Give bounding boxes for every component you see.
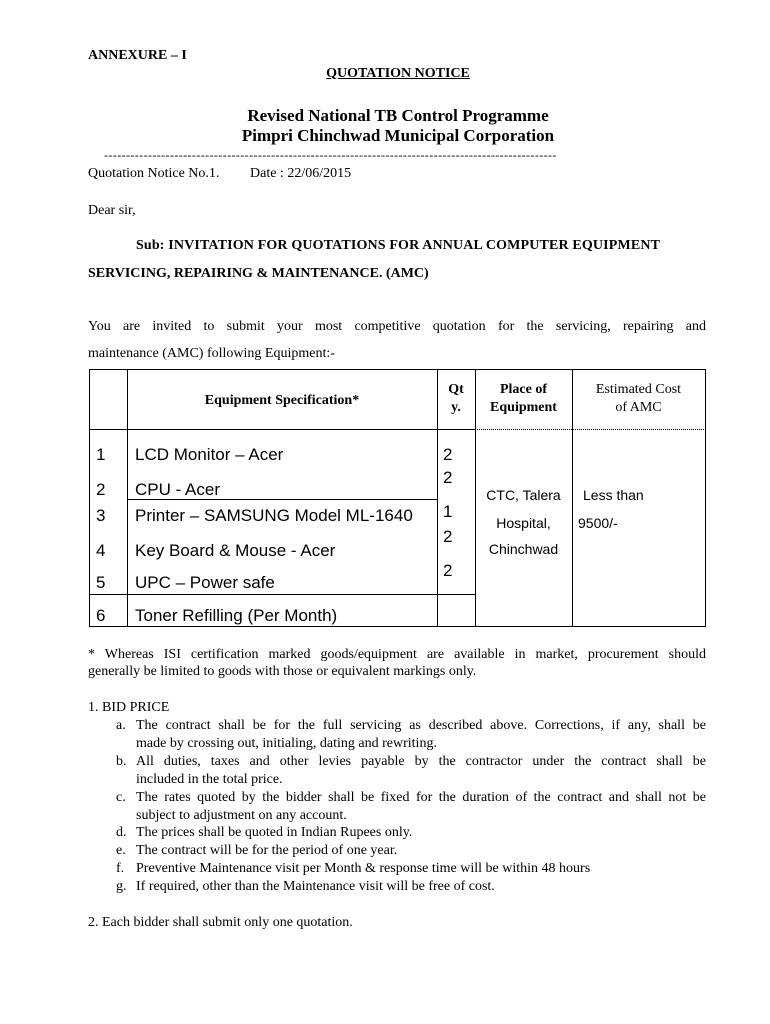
list-label: b. — [116, 754, 127, 769]
table-border-bottom — [89, 626, 706, 627]
row-number: 1 — [96, 445, 106, 464]
table-col-border-5 — [705, 369, 706, 627]
notice-title: QUOTATION NOTICE — [326, 66, 470, 81]
row-number: 5 — [96, 573, 106, 592]
cost-line: Less than — [583, 487, 644, 503]
header-cost-line2: of AMC — [615, 400, 662, 415]
qty-value: 2 — [443, 468, 453, 487]
table-col-border-0 — [89, 369, 90, 627]
list-label: c. — [116, 790, 126, 805]
section-item-2: 2. Each bidder shall submit only one quotation. — [88, 915, 353, 930]
row-number: 4 — [96, 541, 106, 560]
list-item-text: The rates quoted by the bidder shall be fixed for the duration of the contract and shall not be — [136, 790, 706, 805]
table-border-top — [89, 369, 706, 370]
org-title-line2: Pimpri Chinchwad Municipal Corporation — [241, 126, 555, 145]
header-qty-line2: y. — [451, 400, 461, 415]
table-header-divider-right — [475, 429, 706, 430]
place-line: Chinchwad — [488, 541, 559, 557]
qty-value: 2 — [443, 527, 453, 546]
row-number: 3 — [96, 506, 106, 525]
equipment-item: Toner Refilling (Per Month) — [135, 606, 338, 625]
list-item-text: The contract will be for the period of one year. — [136, 843, 398, 858]
header-qty-line1: Qt — [448, 382, 464, 397]
list-label: d. — [116, 825, 127, 840]
list-label: g. — [116, 879, 127, 894]
equipment-item: UPC – Power safe — [135, 573, 275, 592]
separator-line: ------------------------------------------------------------------------------------------------------- — [104, 148, 557, 162]
list-item-text: The contract shall be for the full servicing as described above. Corrections, if any, shall be — [136, 718, 706, 733]
row-number: 6 — [96, 606, 106, 625]
intro-line1: You are invited to submit your most competitive quotation for the servicing, repairing and — [88, 319, 706, 334]
table-row-divider-last — [89, 594, 475, 595]
equipment-item: LCD Monitor – Acer — [135, 445, 284, 464]
list-item-text: subject to adjustment on any account. — [136, 808, 347, 823]
section-bid-price-title: 1. BID PRICE — [88, 700, 170, 715]
row-number: 2 — [96, 480, 106, 499]
list-item-text: Preventive Maintenance visit per Month & response time will be within 48 hours — [136, 861, 591, 876]
equipment-table — [89, 369, 706, 627]
salutation: Dear sir, — [88, 203, 136, 218]
list-label: e. — [116, 843, 126, 858]
qty-value: 2 — [443, 561, 453, 580]
subject-line2: SERVICING, REPAIRING & MAINTENANCE. (AMC) — [88, 266, 429, 281]
table-header-divider — [89, 429, 475, 430]
annexure-label: ANNEXURE – I — [88, 48, 187, 63]
list-item-text: The prices shall be quoted in Indian Rupees only. — [136, 825, 413, 840]
header-place-line1: Place of — [499, 382, 548, 397]
qty-value: 1 — [443, 502, 453, 521]
list-item-text: If required, other than the Maintenance visit will be free of cost. — [136, 879, 495, 894]
subject-line1: Sub: INVITATION FOR QUOTATIONS FOR ANNUAL COMPUTER EQUIPMENT — [136, 238, 661, 253]
quotation-date: Date : 22/06/2015 — [250, 166, 352, 181]
equipment-item: Key Board & Mouse - Acer — [135, 541, 336, 560]
list-item-text: All duties, taxes and other levies payable by the contractor under the contract shall be — [136, 754, 706, 769]
footnote-line1: * Whereas ISI certification marked goods/equipment are available in market, procurement should — [88, 647, 706, 662]
header-equipment-spec: Equipment Specification* — [204, 393, 360, 408]
footnote-line2: generally be limited to goods with those or equivalent markings only. — [88, 664, 477, 679]
header-place-line2: Equipment — [490, 400, 557, 415]
qty-value: 2 — [443, 445, 453, 464]
equipment-item: CPU - Acer — [135, 480, 221, 499]
list-label: a. — [116, 718, 126, 733]
quotation-notice-number: Quotation Notice No.1. — [88, 166, 220, 181]
org-title-line1: Revised National TB Control Programme — [247, 106, 549, 125]
place-line: Hospital, — [496, 515, 551, 531]
intro-line2: maintenance (AMC) following Equipment:- — [88, 346, 335, 361]
list-item-text: made by crossing out, initialing, dating and rewriting. — [136, 736, 437, 751]
equipment-item: Printer – SAMSUNG Model ML-1640 — [135, 506, 413, 525]
list-item-text: included in the total price. — [136, 772, 283, 787]
place-line: CTC, Talera — [486, 487, 561, 503]
list-label: f. — [116, 861, 125, 876]
header-cost-line1: Estimated Cost — [595, 382, 682, 397]
cost-line: 9500/- — [578, 515, 618, 531]
